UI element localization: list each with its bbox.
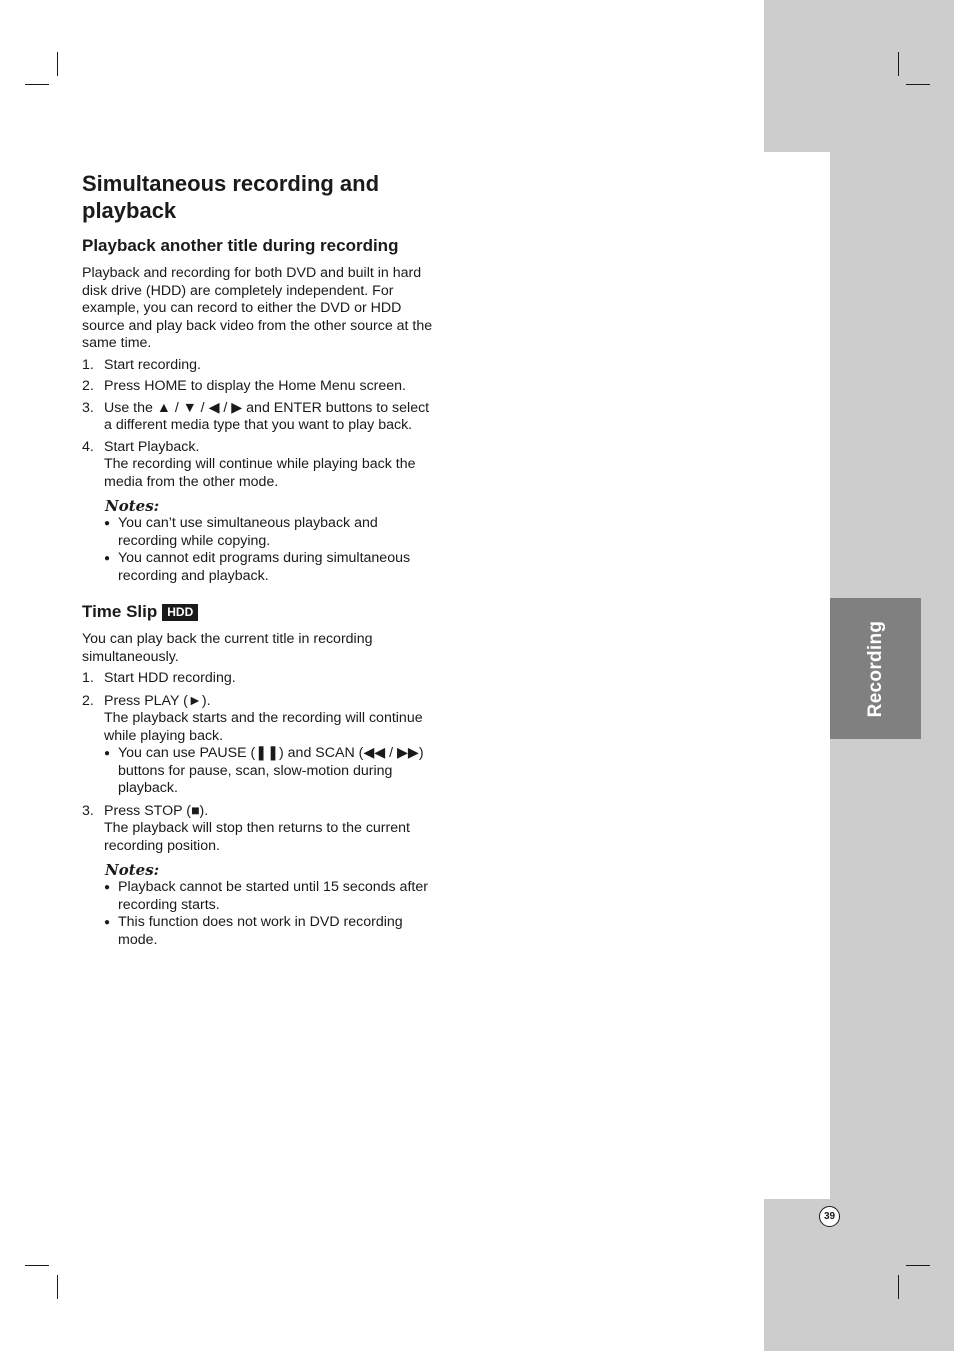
step-item: [82, 400, 434, 435]
bullet-icon: ●: [104, 553, 111, 564]
step-detail: The recording will continue while playing back the media from the other mode.: [104, 456, 416, 490]
crop-mark: [57, 52, 58, 76]
step-text: Start recording.: [104, 356, 201, 373]
step-detail: The playback will stop then returns to the current recording position.: [104, 820, 410, 854]
bullet-icon: ●: [104, 518, 111, 529]
step-item: [82, 670, 434, 688]
step-number: 3.: [82, 399, 94, 416]
step-item: [82, 357, 434, 375]
step-number: 3.: [82, 802, 94, 819]
note-item: [82, 914, 434, 949]
step-text: Press HOME to display the Home Menu screen.: [104, 378, 406, 394]
section-tab-label: Recording: [864, 620, 886, 717]
side-band-bottom: [764, 1199, 954, 1351]
step-number: 2.: [82, 378, 94, 394]
bullet-icon: ●: [104, 748, 111, 759]
step-item: [82, 803, 434, 856]
step-number: 4.: [82, 438, 94, 455]
note-text: Playback cannot be started until 15 seconds after recording starts.: [118, 879, 428, 913]
crop-mark: [57, 1275, 58, 1299]
crop-mark: [898, 1275, 899, 1299]
note-item: [82, 550, 434, 585]
playback-steps: [82, 357, 434, 492]
sub-bullet-text: You can use PAUSE (❚❚) and SCAN (◀◀ / ▶▶) buttons for pause, scan, slow-motion during playback.: [118, 745, 424, 796]
step-item: [82, 439, 434, 492]
crop-mark: [25, 84, 49, 85]
note-item: [82, 515, 434, 550]
step-detail: The playback starts and the recording will continue while playing back.: [104, 710, 423, 744]
step-sub-bullet: [104, 745, 434, 798]
step-number: 1.: [82, 356, 94, 373]
step-text: Press PLAY (►).: [104, 692, 211, 709]
playback-intro: Playback and recording for both DVD and built in hard disk drive (HDD) are completely independent. For example, you can record to either the DVD or HDD source and play back video from the other source at the same time.: [82, 265, 433, 351]
note-text: You can’t use simultaneous playback and recording while copying.: [118, 515, 378, 549]
notes-list: [82, 879, 434, 949]
timeslip-intro: You can play back the current title in recording simultaneously.: [82, 631, 373, 665]
hdd-badge: HDD: [162, 604, 198, 621]
step-text: Start HDD recording.: [104, 670, 236, 686]
main-content: [82, 170, 434, 949]
notes-list: [82, 515, 434, 585]
step-number: 2.: [82, 692, 94, 709]
step-text: Use the ▲ / ▼ / ◀ / ▶ and ENTER buttons to select a different media type that you want to play back.: [104, 399, 430, 433]
bullet-icon: ●: [104, 882, 111, 893]
page-number: 39: [819, 1206, 840, 1227]
step-item: [82, 378, 434, 396]
crop-mark: [906, 1265, 930, 1266]
step-number: 1.: [82, 670, 94, 686]
step-text: Start Playback.: [104, 438, 200, 455]
section-heading-timeslip: [82, 602, 434, 622]
crop-mark: [25, 1265, 49, 1266]
notes-heading: Notes:: [105, 861, 160, 879]
bullet-icon: ●: [104, 917, 111, 928]
step-item: [82, 693, 434, 798]
note-text: You cannot edit programs during simultaneous recording and playback.: [118, 550, 411, 584]
section-heading-playback: Playback another title during recording: [82, 236, 399, 255]
crop-mark: [898, 52, 899, 76]
note-item: [82, 879, 434, 914]
side-band-top: [764, 0, 954, 152]
crop-mark: [906, 84, 930, 85]
step-text: Press STOP (■).: [104, 802, 209, 819]
notes-heading: Notes:: [105, 497, 160, 515]
page-title: Simultaneous recording and playback: [82, 171, 380, 223]
section-tab: [830, 598, 921, 739]
timeslip-steps: [82, 670, 434, 855]
timeslip-title: Time Slip: [82, 602, 158, 621]
note-text: This function does not work in DVD recording mode.: [118, 914, 403, 948]
